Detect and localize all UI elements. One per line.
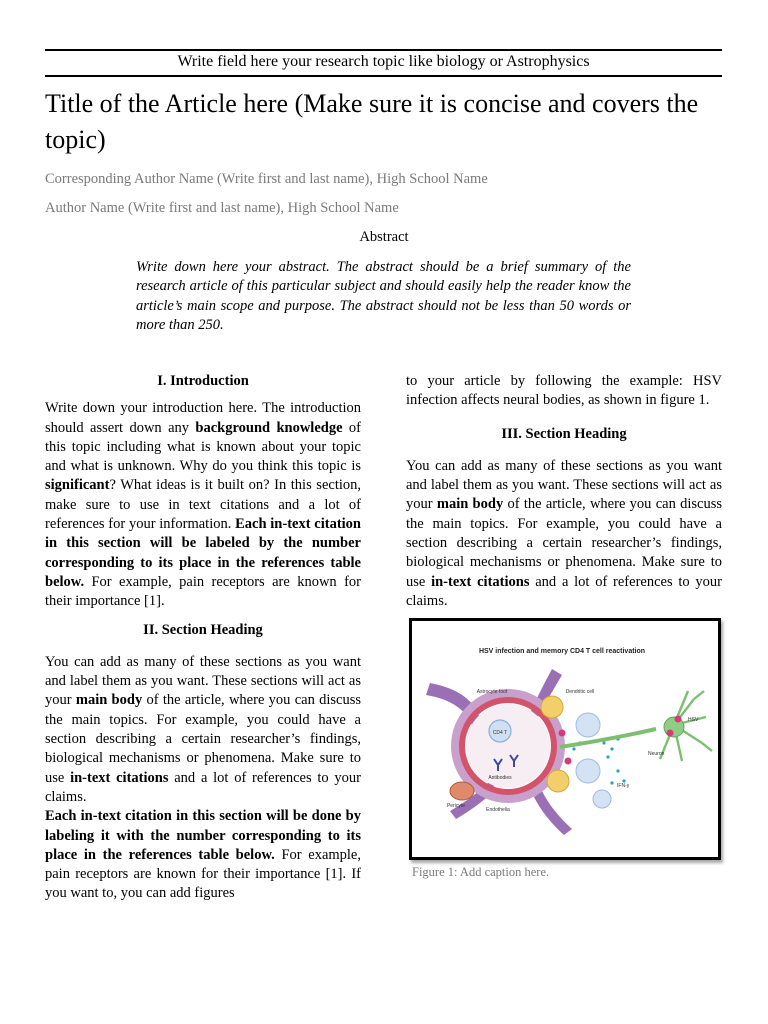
t-cell	[576, 713, 600, 737]
astrocyte-label: Astrocyte foot	[476, 689, 508, 695]
astrocyte-foot-shape	[534, 791, 572, 835]
corresponding-author: Corresponding Author Name (Write first and last name), High School Name	[45, 171, 488, 187]
ifn-label: IFN-γ	[617, 783, 630, 789]
right-column	[406, 372, 722, 611]
research-field-header: Write field here your research topic like biology or Astrophysics	[177, 53, 590, 70]
t-cell	[576, 759, 600, 783]
introduction-heading: I. Introduction	[157, 373, 249, 389]
section-2-heading: II. Section Heading	[143, 621, 263, 638]
neuron-label: Neuron	[648, 751, 665, 757]
figure-caption: Figure 1: Add caption here.	[412, 865, 550, 879]
header-bottom-rule	[45, 75, 722, 77]
abstract-heading: Abstract	[359, 229, 409, 245]
section-3-heading: III. Section Heading	[501, 425, 627, 442]
t-cell	[593, 790, 611, 808]
cd4-label: CD4 T	[492, 730, 508, 736]
infected-marker	[565, 758, 572, 765]
infected-marker	[559, 730, 566, 737]
hsv-marker	[667, 730, 674, 737]
hsv-marker	[675, 716, 682, 723]
section-2-paragraph: You can add as many of these sections as you want and label them as you want. These sections will act as your main body of the article, where you can discuss the main topics. For example, you could have a section describing a certain researcher’s findings, biological mechanisms or phenomena. Make sure to use in-text citations and a lot of references to your claims.	[45, 653, 361, 805]
dendritic-label: Dendritic cell	[565, 689, 595, 695]
article-title: Title of the Article here (Make sure it is concise and covers the topic)	[45, 89, 699, 154]
introduction-paragraph: Write down your introduction here. The introduction should assert down any background knowledge of this topic including what is known about your topic and what is unknown. Why do you think this topic is significant? What ideas is it built on? In this section, make sure to use in text citations and a lot of references for your information. Each in-text citation in this section will be labeled by the number corresponding to its place in the references table below. For example, pain receptors are known for their importance [1].	[45, 400, 361, 610]
dendritic-cell	[547, 770, 569, 792]
abstract-text: Write down here your abstract. The abstract should be a brief summary of the research article of this particular subject and should easily help the reader know the article’s main scope and purpose. The abstract should not be less than 50 words or more than 250.	[136, 259, 631, 333]
hsv-illustration	[412, 621, 718, 857]
axon	[560, 729, 656, 747]
hsv-label: HSV	[688, 717, 699, 723]
pericyte-label: Pericyte	[446, 803, 466, 809]
second-author: Author Name (Write first and last name), High School Name	[45, 200, 399, 216]
antibodies-label: Antibodies	[488, 775, 512, 781]
figure-1	[409, 618, 721, 860]
top-rule	[45, 49, 722, 51]
left-column	[45, 372, 361, 904]
section-2-continued: to your article by following the example: HSV infection affects neural bodies, as shown in figure 1.	[406, 373, 722, 409]
endothelia-label: Endothelia	[486, 807, 510, 813]
dendritic-cell	[541, 696, 563, 718]
figure-title: HSV infection and memory CD4 T cell reactivation	[478, 648, 646, 655]
pericyte-cell	[450, 782, 474, 800]
section-2-citation-paragraph: Each in-text citation in this section will be done by labeling it with the number corresponding to its place in the references table below. For example, pain receptors are known for their importance [1]. If you want to, you can add figures	[45, 808, 361, 902]
section-3-paragraph: You can add as many of these sections as you want and label them as you want. These sections will act as your main body of the article, where you can discuss the main topics. For example, you could have a section describing a certain researcher’s findings, biological mechanisms or phenomena. Make sure to use in-text citations and a lot of references to your claims.	[406, 457, 722, 609]
